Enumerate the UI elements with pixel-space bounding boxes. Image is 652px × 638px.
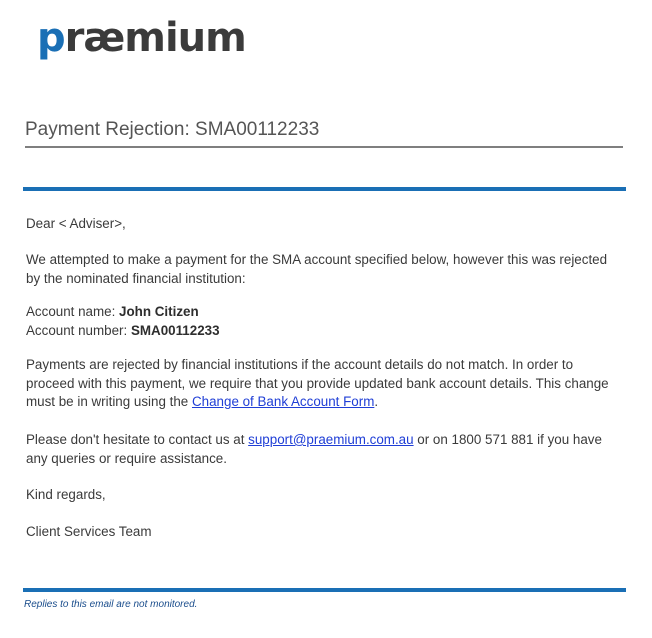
account-name-line <box>26 303 626 322</box>
contact-text-block <box>26 431 624 468</box>
intro-text: We attempted to make a payment for the SMA account specified below, however this was rejected by the nominated financial institution: <box>26 252 608 286</box>
account-name-value: John Citizen <box>119 304 199 319</box>
contact-text: Please don't hesitate to contact us at <box>26 432 249 447</box>
email-title: Payment Rejection: SMA00112233 <box>25 119 623 148</box>
rejection-text: Payments are rejected by financial institutions if the account details do not match. In order to proceed with this payment, we require that you provide updated bank account details. This change must be in writing using the <box>26 357 609 409</box>
closing-text: Kind regards, <box>26 487 106 502</box>
signature-text: Client Services Team <box>26 524 152 539</box>
contact-text-2: or on 1800 571 881 if you have any queries or require assistance. <box>26 432 602 466</box>
bottom-divider <box>23 588 626 592</box>
rejection-end: . <box>374 394 379 409</box>
closing <box>26 486 626 505</box>
logo-text: ræmium <box>64 15 246 61</box>
top-divider <box>23 187 626 191</box>
signature <box>26 523 626 542</box>
account-number-line <box>26 322 626 341</box>
rejection-text-block <box>26 356 624 412</box>
logo-letter-p: p <box>37 15 65 61</box>
account-name-label: Account name: <box>26 304 120 319</box>
support-email-link[interactable]: support@praemium.com.au <box>248 432 414 447</box>
account-details <box>26 303 626 340</box>
greeting-text: Dear < Adviser>, <box>26 216 126 231</box>
footer-note: Replies to this email are not monitored. <box>24 599 198 610</box>
account-number-value: SMA00112233 <box>130 322 220 338</box>
intro-paragraph <box>26 251 624 288</box>
contact-paragraph <box>26 431 624 468</box>
account-number-label: Account number: <box>26 322 131 338</box>
change-of-bank-account-form-link[interactable]: Change of Bank Account Form <box>191 394 375 409</box>
rejection-paragraph <box>26 356 624 412</box>
greeting <box>26 215 626 234</box>
praemium-logo <box>37 15 246 61</box>
